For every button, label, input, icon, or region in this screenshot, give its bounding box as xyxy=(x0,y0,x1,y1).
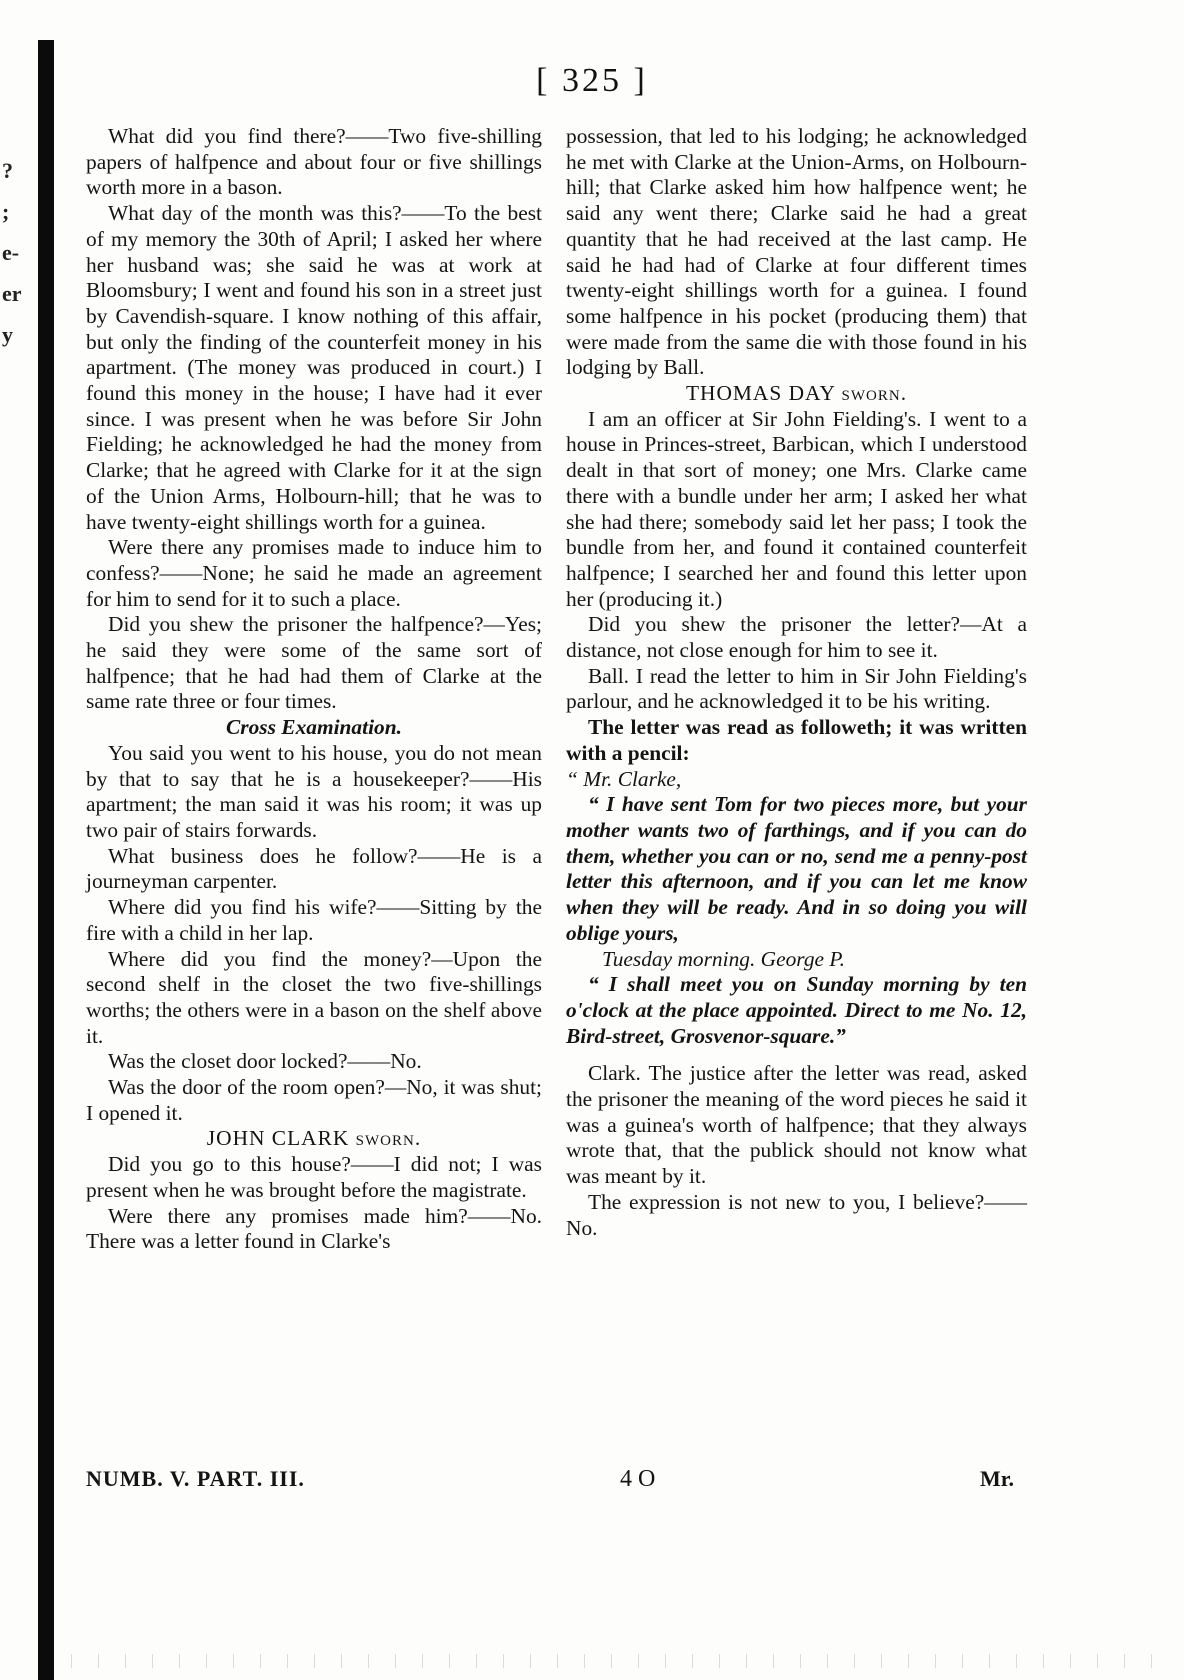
paragraph: What day of the month was this?——To the best of my memory the 30th of April; I asked her where her husband was; she said he was at work at Bloomsbury; I went and found his son in a street just by Cavendish-square. I know nothing of this affair, but only the finding of the counterfeit money in his apartment. (The money was produced in court.) I found this money in the house; I have had it ever since. I was present when he was before Sir John Fielding; he acknowledged he had the money from Clarke; that he agreed with Clarke for it at the sign of the Union Arms, Holbourn-hill; that he was to have twenty-eight shillings worth for a guinea. xyxy=(86,201,542,534)
margin-mark: e- xyxy=(2,240,20,265)
paragraph: I am an officer at Sir John Fielding's. I went to a house in Princes-street, Barbican, which I understood dealt in that sort of money; one Mrs. Clarke came there with a bundle under her arm; I asked her what she had there; somebody said let her pass; I took the bundle from her, and found it contained counterfeit halfpence; I searched her and found this letter upon her (producing it.) xyxy=(566,406,1027,611)
left-column xyxy=(86,124,542,1255)
catchword: Mr. xyxy=(980,1466,1015,1491)
page-number: [ 325 ] xyxy=(536,62,648,99)
paragraph: What business does he follow?——He is a journeyman carpenter. xyxy=(86,843,542,894)
paragraph: Where did you find the money?—Upon the second shelf in the closet the two five-shillings worths; the others were in a bason on the shelf above it. xyxy=(86,946,542,1048)
paragraph: Was the closet door locked?——No. xyxy=(108,1049,422,1074)
witness-heading: JOHN CLARK sworn. xyxy=(206,1126,422,1151)
binding-edge xyxy=(38,40,54,1680)
letter-postscript: “ I shall meet you on Sunday morning by ten o'clock at the place appointed. Direct to me No. 12, Bird-street, Grosvenor-square.” xyxy=(566,972,1027,1048)
margin-mark: y xyxy=(2,322,13,347)
witness-heading: THOMAS DAY sworn. xyxy=(685,381,908,406)
paragraph: Did you go to this house?——I did not; I was present when he was brought before the magistrate. xyxy=(86,1152,542,1202)
paragraph: Was the door of the room open?—No, it was shut; I opened it. xyxy=(86,1075,542,1125)
letter-salutation: “ Mr. Clarke, xyxy=(566,766,682,791)
margin-mark: ? xyxy=(2,158,13,183)
paragraph: Ball. I read the letter to him in Sir John Fielding's parlour, and he acknowledged it to be his writing. xyxy=(566,663,1027,714)
paragraph: Were there any promises made him?——No. There was a letter found in Clarke's xyxy=(86,1203,542,1254)
margin-mark: er xyxy=(2,281,22,306)
paragraph: Did you shew the prisoner the halfpence?—Yes; he said they were some of the same sort of halfpence; that he had had them of Clarke at the same rate three or four times. xyxy=(86,612,542,714)
section-heading: Cross Examination. xyxy=(226,715,402,740)
letter-body: “ I have sent Tom for two pieces more, but your mother wants two of farthings, and if you can do them, whether you can or no, send me a penny-post letter this afternoon, and if you can let me know when they will be ready. And in so doing you will oblige yours, xyxy=(566,792,1027,945)
paragraph: Were there any promises made to induce him to confess?——None; he said he made an agreement for him to send for it to such a place. xyxy=(86,535,542,611)
scan-noise xyxy=(60,1654,1160,1668)
right-column xyxy=(566,124,1027,1241)
paragraph: You said you went to his house, you do not mean by that to say that he is a housekeeper?——His apartment; the man said it was his room; it was up two pair of stairs forwards. xyxy=(86,740,542,842)
paragraph: What did you find there?——Two five-shilling papers of halfpence and about four or five shillings worth more in a bason. xyxy=(86,124,542,200)
margin-marks xyxy=(2,150,22,355)
paragraph: Where did you find his wife?——Sitting by the fire with a child in her lap. xyxy=(86,895,542,945)
letter-signature: Tuesday morning. George P. xyxy=(602,946,846,971)
margin-mark: ; xyxy=(2,199,10,224)
paragraph: possession, that led to his lodging; he acknowledged he met with Clarke at the Union-Arms, on Holbourn-hill; that Clarke asked him how halfpence went; he said any went there; Clarke said he had a great quantity that he had received at the last camp. He said he had had of Clarke at four different times twenty-eight shillings worth for a guinea. I found some halfpence in his pocket (producing them) that were made from the same die with those found in his lodging by Ball. xyxy=(566,124,1027,380)
signature-mark: 4 O xyxy=(620,1466,656,1492)
paragraph: The letter was read as followeth; it was written with a pencil: xyxy=(566,715,1027,765)
paragraph: Did you shew the prisoner the letter?—At a distance, not close enough for him to see it. xyxy=(566,612,1027,663)
paragraph: Clark. The justice after the letter was read, asked the prisoner the meaning of the word pieces he said it was a guinea's worth of halfpence; that they always wrote that, that the publick should not know what was meant by it. xyxy=(566,1061,1027,1189)
part-label: NUMB. V. PART. III. xyxy=(86,1466,305,1491)
paragraph: The expression is not new to you, I believe?——No. xyxy=(566,1189,1027,1240)
